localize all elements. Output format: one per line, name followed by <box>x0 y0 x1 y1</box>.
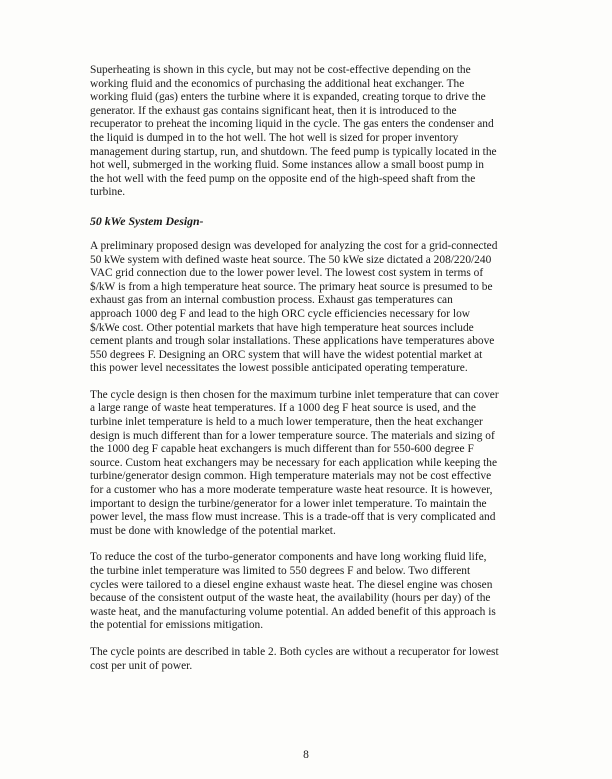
text-line: turbine/generator design common. High temperature materials may not be cost effective <box>90 470 492 483</box>
text-line: power level, the mass flow must increase. This is a trade-off that is very complicated and <box>90 511 496 524</box>
text-line: the liquid is dumped in to the hot well. The hot well is sized for proper inventory <box>90 131 459 144</box>
text-line: working fluid and the economics of purchasing the additional heat exchanger. The <box>90 77 465 90</box>
paragraph-cycle-design <box>90 389 530 539</box>
text-line: because of the consistent output of the waste heat, the availability (hours per day) of the <box>90 592 491 605</box>
document-body <box>90 64 530 673</box>
text-line: important to design the turbine/generator for a lower inlet temperature. To maintain the <box>90 497 487 510</box>
text-line: a large range of waste heat temperatures. If a 1000 deg F heat source is used, and the <box>90 402 476 415</box>
text-line: A preliminary proposed design was developed for analyzing the cost for a grid-connected <box>90 239 498 252</box>
text-line: Superheating is shown in this cycle, but may not be cost-effective depending on the <box>90 64 471 76</box>
paragraph-superheating <box>90 64 530 200</box>
text-line: exhaust gas from an internal combustion process. Exhaust gas temperatures can <box>90 294 453 307</box>
text-line: the hot well with the feed pump on the opposite end of the high-speed shaft from the <box>90 172 476 185</box>
text-line: cost per unit of power. <box>90 659 193 672</box>
text-line: this power level necessitates the lowest possible anticipated operating temperature. <box>90 362 468 375</box>
section-heading: 50 kWe System Design- <box>90 213 204 228</box>
page-number: 8 <box>303 749 309 761</box>
text-line: The cycle design is then chosen for the maximum turbine inlet temperature that can cover <box>90 388 499 401</box>
text-line: turbine. <box>90 186 126 199</box>
text-line: 550 degrees F. Designing an ORC system that will have the widest potential market at <box>90 348 483 361</box>
text-line: management during startup, run, and shutdown. The feed pump is typically located in the <box>90 145 497 158</box>
text-line: working fluid (gas) enters the turbine where it is expanded, creating torque to drive the <box>90 91 486 104</box>
paragraph-preliminary-design <box>90 240 530 376</box>
text-line: the potential for emissions mitigation. <box>90 619 264 632</box>
text-line: approach 1000 deg F and lead to the high ORC cycle efficiencies necessary for low <box>90 307 470 320</box>
text-line: the turbine inlet temperature was limited to 550 degrees F and below. Two different <box>90 565 471 577</box>
text-line: design is much different than for a lower temperature source. The materials and sizing of <box>90 429 495 442</box>
text-line: must be done with knowledge of the potential market. <box>90 524 336 537</box>
text-line: generator. If the exhaust gas contains significant heat, then it is introduced to the <box>90 104 457 117</box>
text-line: VAC grid connection due to the lower power level. The lowest cost system in terms of <box>90 267 484 280</box>
text-line: The cycle points are described in table 2. Both cycles are without a recuperator for lowest <box>90 645 499 658</box>
text-line: 50 kWe system with defined waste heat source. The 50 kWe size dictated a 208/220/240 <box>90 253 492 266</box>
text-line: To reduce the cost of the turbo-generator components and have long working fluid life, <box>90 551 487 564</box>
text-line: the 1000 deg F capable heat exchangers is much different than for 550-600 degree F <box>90 443 474 456</box>
text-line: $/kWe cost. Other potential markets that have high temperature heat sources include <box>90 321 474 334</box>
text-line: source. Custom heat exchangers may be necessary for each application while keeping the <box>90 456 498 469</box>
paragraph-cycle-points <box>90 646 530 673</box>
text-line: cycles were tailored to a diesel engine exhaust waste heat. The diesel engine was chosen <box>90 578 493 591</box>
text-line: hot well, submerged in the working fluid. Some instances allow a small boost pump in <box>90 159 484 172</box>
text-line: cement plants and trough solar installations. These applications have temperatures above <box>90 335 495 348</box>
text-line: turbine inlet temperature is held to a much lower temperature, then the heat exchanger <box>90 416 483 429</box>
text-line: $/kW is from a high temperature heat source. The primary heat source is presumed to be <box>90 280 493 293</box>
text-line: waste heat, and the manufacturing volume potential. An added benefit of this approach is <box>90 605 496 618</box>
paragraph-cost-reduction <box>90 551 530 633</box>
text-line: for a customer who has a more moderate temperature waste heat resource. It is however, <box>90 484 493 497</box>
text-line: recuperator to preheat the incoming liquid in the cycle. The gas enters the condenser and <box>90 118 494 131</box>
